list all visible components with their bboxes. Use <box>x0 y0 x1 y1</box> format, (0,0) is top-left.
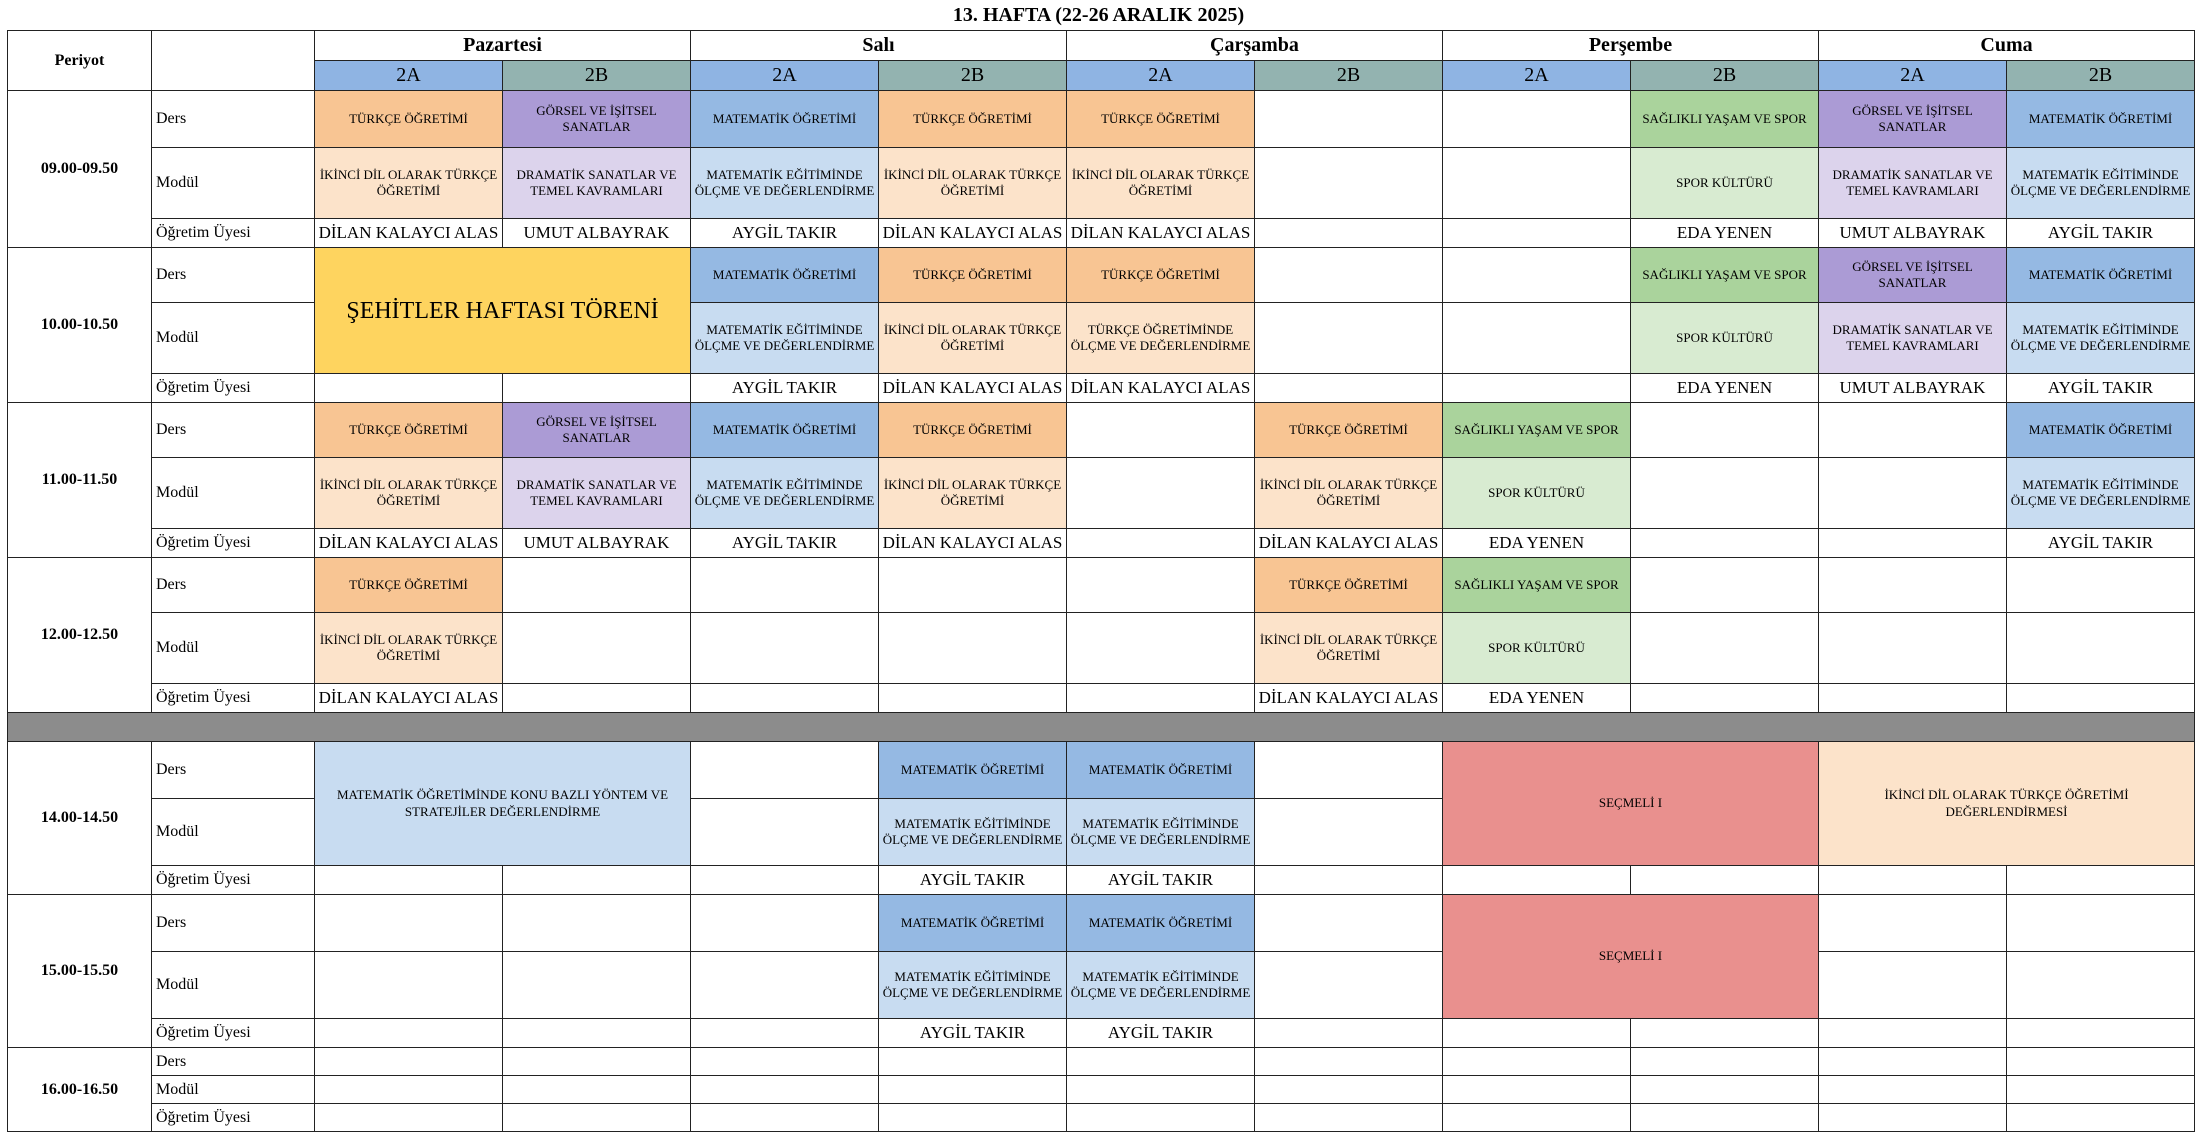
page-title: 13. HAFTA (22-26 ARALIK 2025) <box>952 3 1245 26</box>
empty-cell <box>503 374 691 403</box>
empty-cell <box>879 558 1067 613</box>
course-cell: İKİNCİ DİL OLARAK TÜRKÇE ÖĞRETİMİ DEĞERLENDİRMESİ <box>1819 742 2195 866</box>
empty-cell <box>691 1076 879 1104</box>
empty-cell <box>315 1019 503 1048</box>
empty-cell <box>1067 403 1255 458</box>
empty-cell <box>1067 1104 1255 1132</box>
module-cell: SPOR KÜLTÜRÜ <box>1443 613 1631 684</box>
empty-cell <box>691 613 879 684</box>
empty-cell <box>1443 248 1631 303</box>
empty-cell <box>1819 866 2007 895</box>
course-cell: TÜRKÇE ÖĞRETİMİ <box>879 91 1067 148</box>
empty-cell <box>1819 1019 2007 1048</box>
empty-cell <box>691 952 879 1019</box>
empty-cell <box>879 684 1067 713</box>
empty-cell <box>1255 248 1443 303</box>
module-cell: SPOR KÜLTÜRÜ <box>1631 303 1819 374</box>
instructor-cell: AYGİL TAKIR <box>2007 374 2195 403</box>
instructor-cell: EDA YENEN <box>1443 529 1631 558</box>
course-cell: TÜRKÇE ÖĞRETİMİ <box>1067 248 1255 303</box>
instructor-cell: AYGİL TAKIR <box>691 374 879 403</box>
empty-cell <box>315 1076 503 1104</box>
empty-cell <box>2007 1019 2195 1048</box>
instructor-cell: UMUT ALBAYRAK <box>503 219 691 248</box>
day-header-carsamba: Çarşamba <box>1067 31 1443 61</box>
instructor-cell: DİLAN KALAYCI ALAS <box>879 374 1067 403</box>
empty-cell <box>1255 374 1443 403</box>
empty-cell <box>315 374 503 403</box>
module-cell: DRAMATİK SANATLAR VE TEMEL KAVRAMLARI <box>503 148 691 219</box>
course-cell: TÜRKÇE ÖĞRETİMİ <box>879 403 1067 458</box>
empty-cell <box>1443 148 1631 219</box>
module-cell: İKİNCİ DİL OLARAK TÜRKÇE ÖĞRETİMİ <box>1255 613 1443 684</box>
empty-cell <box>1631 458 1819 529</box>
instructor-cell: AYGİL TAKIR <box>691 529 879 558</box>
empty-cell <box>1443 1048 1631 1076</box>
group-header-2b: 2B <box>1255 61 1443 91</box>
module-cell: MATEMATİK EĞİTİMİNDE ÖLÇME VE DEĞERLENDİRME <box>691 148 879 219</box>
empty-cell <box>503 1019 691 1048</box>
empty-cell <box>503 1048 691 1076</box>
course-cell: TÜRKÇE ÖĞRETİMİ <box>315 403 503 458</box>
period-label: 10.00-10.50 <box>8 248 152 403</box>
module-cell: İKİNCİ DİL OLARAK TÜRKÇE ÖĞRETİMİ <box>879 148 1067 219</box>
ceremony-cell: ŞEHİTLER HAFTASI TÖRENİ <box>315 248 691 374</box>
course-cell: MATEMATİK ÖĞRETİMİNDE KONU BAZLI YÖNTEM VE STRATEJİLER DEĞERLENDİRME <box>315 742 691 866</box>
empty-cell <box>315 895 503 952</box>
empty-cell <box>1443 1104 1631 1132</box>
empty-cell <box>691 558 879 613</box>
instructor-cell: AYGİL TAKIR <box>1067 1019 1255 1048</box>
group-header-2b: 2B <box>1631 61 1819 91</box>
instructor-cell: DİLAN KALAYCI ALAS <box>879 219 1067 248</box>
empty-cell <box>691 1104 879 1132</box>
empty-cell <box>691 895 879 952</box>
empty-cell <box>691 742 879 799</box>
row-label-modul: Modül <box>152 1076 315 1104</box>
empty-cell <box>1631 1048 1819 1076</box>
module-cell: DRAMATİK SANATLAR VE TEMEL KAVRAMLARI <box>1819 148 2007 219</box>
course-cell: TÜRKÇE ÖĞRETİMİ <box>315 558 503 613</box>
empty-cell <box>315 866 503 895</box>
empty-cell <box>503 613 691 684</box>
module-cell: İKİNCİ DİL OLARAK TÜRKÇE ÖĞRETİMİ <box>1067 148 1255 219</box>
row-label-ders: Ders <box>152 1048 315 1076</box>
empty-cell <box>503 1104 691 1132</box>
instructor-cell: AYGİL TAKIR <box>879 1019 1067 1048</box>
empty-cell <box>1255 952 1443 1019</box>
empty-cell <box>503 1076 691 1104</box>
row-label-ders: Ders <box>152 895 315 952</box>
empty-cell <box>1255 1048 1443 1076</box>
empty-cell <box>1067 458 1255 529</box>
empty-cell <box>1067 1048 1255 1076</box>
course-cell: SAĞLIKLI YAŞAM VE SPOR <box>1631 248 1819 303</box>
empty-cell <box>1255 799 1443 866</box>
empty-cell <box>315 1104 503 1132</box>
row-label-ders: Ders <box>152 403 315 458</box>
empty-cell <box>1443 1076 1631 1104</box>
row-label-ogretim-uyesi: Öğretim Üyesi <box>152 1104 315 1132</box>
course-cell: MATEMATİK ÖĞRETİMİ <box>1067 895 1255 952</box>
empty-cell <box>1067 613 1255 684</box>
module-cell: MATEMATİK EĞİTİMİNDE ÖLÇME VE DEĞERLENDİRME <box>2007 148 2195 219</box>
empty-cell <box>2007 895 2195 952</box>
instructor-cell: AYGİL TAKIR <box>1067 866 1255 895</box>
empty-cell <box>1819 952 2007 1019</box>
empty-cell <box>2007 1048 2195 1076</box>
period-label: 15.00-15.50 <box>8 895 152 1048</box>
course-cell: GÖRSEL VE İŞİTSEL SANATLAR <box>503 403 691 458</box>
empty-cell <box>1067 1076 1255 1104</box>
row-label-modul: Modül <box>152 952 315 1019</box>
empty-cell <box>1067 558 1255 613</box>
module-cell: İKİNCİ DİL OLARAK TÜRKÇE ÖĞRETİMİ <box>315 148 503 219</box>
instructor-cell: EDA YENEN <box>1631 374 1819 403</box>
course-cell: MATEMATİK ÖĞRETİMİ <box>2007 403 2195 458</box>
row-label-ders: Ders <box>152 558 315 613</box>
empty-cell <box>1443 866 1631 895</box>
empty-cell <box>879 1076 1067 1104</box>
empty-cell <box>503 866 691 895</box>
row-label-ogretim-uyesi: Öğretim Üyesi <box>152 219 315 248</box>
period-label: 14.00-14.50 <box>8 742 152 895</box>
instructor-cell: DİLAN KALAYCI ALAS <box>315 529 503 558</box>
course-cell: GÖRSEL VE İŞİTSEL SANATLAR <box>503 91 691 148</box>
empty-cell <box>503 952 691 1019</box>
module-cell: MATEMATİK EĞİTİMİNDE ÖLÇME VE DEĞERLENDİRME <box>691 303 879 374</box>
course-cell: SAĞLIKLI YAŞAM VE SPOR <box>1443 403 1631 458</box>
empty-cell <box>1819 895 2007 952</box>
empty-cell <box>1443 374 1631 403</box>
row-label-modul: Modül <box>152 613 315 684</box>
group-header-2a: 2A <box>1443 61 1631 91</box>
empty-cell <box>2007 952 2195 1019</box>
row-label-ders: Ders <box>152 742 315 799</box>
empty-cell <box>1819 403 2007 458</box>
empty-cell <box>1819 1104 2007 1132</box>
empty-cell <box>1443 1019 1631 1048</box>
row-label-modul: Modül <box>152 148 315 219</box>
empty-cell <box>1819 613 2007 684</box>
empty-cell <box>1255 91 1443 148</box>
course-cell: MATEMATİK ÖĞRETİMİ <box>2007 91 2195 148</box>
group-header-2a: 2A <box>1819 61 2007 91</box>
group-header-2a: 2A <box>1067 61 1255 91</box>
empty-cell <box>1255 1076 1443 1104</box>
empty-cell <box>879 1048 1067 1076</box>
empty-cell <box>2007 866 2195 895</box>
row-label-ogretim-uyesi: Öğretim Üyesi <box>152 684 315 713</box>
empty-cell <box>1255 895 1443 952</box>
module-cell: İKİNCİ DİL OLARAK TÜRKÇE ÖĞRETİMİ <box>315 458 503 529</box>
empty-cell <box>1819 529 2007 558</box>
empty-cell <box>1819 1076 2007 1104</box>
empty-cell <box>503 558 691 613</box>
empty-cell <box>1255 303 1443 374</box>
instructor-cell: DİLAN KALAYCI ALAS <box>315 219 503 248</box>
empty-cell <box>2007 558 2195 613</box>
course-cell: MATEMATİK ÖĞRETİMİ <box>1067 742 1255 799</box>
empty-cell <box>1255 1104 1443 1132</box>
empty-cell <box>1631 613 1819 684</box>
course-cell: GÖRSEL VE İŞİTSEL SANATLAR <box>1819 91 2007 148</box>
course-cell: SEÇMELİ I <box>1443 895 1819 1019</box>
instructor-cell: AYGİL TAKIR <box>879 866 1067 895</box>
empty-cell <box>1631 403 1819 458</box>
empty-cell <box>1443 303 1631 374</box>
empty-cell <box>1255 219 1443 248</box>
course-cell: MATEMATİK ÖĞRETİMİ <box>879 742 1067 799</box>
empty-cell <box>1255 1019 1443 1048</box>
empty-cell <box>879 1104 1067 1132</box>
empty-cell <box>2007 613 2195 684</box>
empty-cell <box>503 684 691 713</box>
group-header-2b: 2B <box>503 61 691 91</box>
instructor-cell: UMUT ALBAYRAK <box>1819 219 2007 248</box>
course-cell: MATEMATİK ÖĞRETİMİ <box>879 895 1067 952</box>
row-label-ders: Ders <box>152 91 315 148</box>
empty-cell <box>315 952 503 1019</box>
module-cell: MATEMATİK EĞİTİMİNDE ÖLÇME VE DEĞERLENDİRME <box>879 799 1067 866</box>
module-cell: MATEMATİK EĞİTİMİNDE ÖLÇME VE DEĞERLENDİRME <box>1067 952 1255 1019</box>
empty-cell <box>691 799 879 866</box>
row-label-ogretim-uyesi: Öğretim Üyesi <box>152 866 315 895</box>
instructor-cell: DİLAN KALAYCI ALAS <box>879 529 1067 558</box>
module-cell: DRAMATİK SANATLAR VE TEMEL KAVRAMLARI <box>1819 303 2007 374</box>
day-header-cuma: Cuma <box>1819 31 2195 61</box>
group-header-2b: 2B <box>879 61 1067 91</box>
period-label: 11.00-11.50 <box>8 403 152 558</box>
group-header-2a: 2A <box>691 61 879 91</box>
course-cell: MATEMATİK ÖĞRETİMİ <box>691 91 879 148</box>
empty-cell <box>2007 684 2195 713</box>
row-label-ogretim-uyesi: Öğretim Üyesi <box>152 374 315 403</box>
group-header-2a: 2A <box>315 61 503 91</box>
empty-cell <box>1631 1104 1819 1132</box>
module-cell: MATEMATİK EĞİTİMİNDE ÖLÇME VE DEĞERLENDİRME <box>691 458 879 529</box>
module-cell: İKİNCİ DİL OLARAK TÜRKÇE ÖĞRETİMİ <box>1255 458 1443 529</box>
instructor-cell: EDA YENEN <box>1631 219 1819 248</box>
course-cell: SAĞLIKLI YAŞAM VE SPOR <box>1631 91 1819 148</box>
instructor-cell: DİLAN KALAYCI ALAS <box>1255 684 1443 713</box>
empty-cell <box>1819 558 2007 613</box>
row-label-modul: Modül <box>152 799 315 866</box>
empty-cell <box>1255 742 1443 799</box>
empty-cell <box>1067 684 1255 713</box>
row-label-modul: Modül <box>152 458 315 529</box>
period-label: 12.00-12.50 <box>8 558 152 713</box>
row-label-ogretim-uyesi: Öğretim Üyesi <box>152 1019 315 1048</box>
course-cell: GÖRSEL VE İŞİTSEL SANATLAR <box>1819 248 2007 303</box>
period-label: 09.00-09.50 <box>8 91 152 248</box>
empty-cell <box>2007 1104 2195 1132</box>
row-label-modul: Modül <box>152 303 315 374</box>
module-cell: DRAMATİK SANATLAR VE TEMEL KAVRAMLARI <box>503 458 691 529</box>
instructor-cell: UMUT ALBAYRAK <box>503 529 691 558</box>
empty-cell <box>2007 1076 2195 1104</box>
module-cell: TÜRKÇE ÖĞRETİMİNDE ÖLÇME VE DEĞERLENDİRME <box>1067 303 1255 374</box>
module-cell: İKİNCİ DİL OLARAK TÜRKÇE ÖĞRETİMİ <box>315 613 503 684</box>
row-label-ders: Ders <box>152 248 315 303</box>
instructor-cell: DİLAN KALAYCI ALAS <box>1067 374 1255 403</box>
module-cell: MATEMATİK EĞİTİMİNDE ÖLÇME VE DEĞERLENDİRME <box>2007 458 2195 529</box>
course-cell: TÜRKÇE ÖĞRETİMİ <box>1255 558 1443 613</box>
instructor-cell: AYGİL TAKIR <box>691 219 879 248</box>
course-cell: MATEMATİK ÖĞRETİMİ <box>691 248 879 303</box>
empty-cell <box>691 1048 879 1076</box>
empty-cell <box>691 866 879 895</box>
group-header-2b: 2B <box>2007 61 2195 91</box>
module-cell: SPOR KÜLTÜRÜ <box>1443 458 1631 529</box>
empty-cell <box>691 684 879 713</box>
course-cell: MATEMATİK ÖĞRETİMİ <box>691 403 879 458</box>
empty-cell <box>1631 1019 1819 1048</box>
day-header-sali: Salı <box>691 31 1067 61</box>
module-cell: İKİNCİ DİL OLARAK TÜRKÇE ÖĞRETİMİ <box>879 303 1067 374</box>
day-header-pazartesi: Pazartesi <box>315 31 691 61</box>
lunch-break-bar <box>8 713 2195 742</box>
instructor-cell: AYGİL TAKIR <box>2007 219 2195 248</box>
course-cell: TÜRKÇE ÖĞRETİMİ <box>879 248 1067 303</box>
empty-cell <box>1631 558 1819 613</box>
instructor-cell: DİLAN KALAYCI ALAS <box>1255 529 1443 558</box>
module-cell: MATEMATİK EĞİTİMİNDE ÖLÇME VE DEĞERLENDİRME <box>1067 799 1255 866</box>
empty-cell <box>1631 529 1819 558</box>
empty-cell <box>879 613 1067 684</box>
empty-cell <box>1631 866 1819 895</box>
course-cell: TÜRKÇE ÖĞRETİMİ <box>315 91 503 148</box>
empty-cell <box>691 1019 879 1048</box>
module-cell: MATEMATİK EĞİTİMİNDE ÖLÇME VE DEĞERLENDİRME <box>2007 303 2195 374</box>
empty-header-cell <box>152 31 315 91</box>
empty-cell <box>1255 148 1443 219</box>
empty-cell <box>1819 684 2007 713</box>
empty-cell <box>1631 684 1819 713</box>
day-header-persembe: Perşembe <box>1443 31 1819 61</box>
course-cell: MATEMATİK ÖĞRETİMİ <box>2007 248 2195 303</box>
empty-cell <box>1255 866 1443 895</box>
empty-cell <box>315 1048 503 1076</box>
row-label-ogretim-uyesi: Öğretim Üyesi <box>152 529 315 558</box>
empty-cell <box>1819 458 2007 529</box>
empty-cell <box>1443 219 1631 248</box>
instructor-cell: DİLAN KALAYCI ALAS <box>315 684 503 713</box>
instructor-cell: EDA YENEN <box>1443 684 1631 713</box>
course-cell: TÜRKÇE ÖĞRETİMİ <box>1067 91 1255 148</box>
empty-cell <box>1631 1076 1819 1104</box>
module-cell: İKİNCİ DİL OLARAK TÜRKÇE ÖĞRETİMİ <box>879 458 1067 529</box>
instructor-cell: AYGİL TAKIR <box>2007 529 2195 558</box>
course-cell: SEÇMELİ I <box>1443 742 1819 866</box>
instructor-cell: UMUT ALBAYRAK <box>1819 374 2007 403</box>
module-cell: SPOR KÜLTÜRÜ <box>1631 148 1819 219</box>
module-cell: MATEMATİK EĞİTİMİNDE ÖLÇME VE DEĞERLENDİRME <box>879 952 1067 1019</box>
period-label: 16.00-16.50 <box>8 1048 152 1132</box>
empty-cell <box>1819 1048 2007 1076</box>
instructor-cell: DİLAN KALAYCI ALAS <box>1067 219 1255 248</box>
course-cell: SAĞLIKLI YAŞAM VE SPOR <box>1443 558 1631 613</box>
schedule-table <box>7 30 2195 1132</box>
empty-cell <box>1067 529 1255 558</box>
periyot-header: Periyot <box>8 31 152 91</box>
empty-cell <box>1443 91 1631 148</box>
empty-cell <box>503 895 691 952</box>
course-cell: TÜRKÇE ÖĞRETİMİ <box>1255 403 1443 458</box>
